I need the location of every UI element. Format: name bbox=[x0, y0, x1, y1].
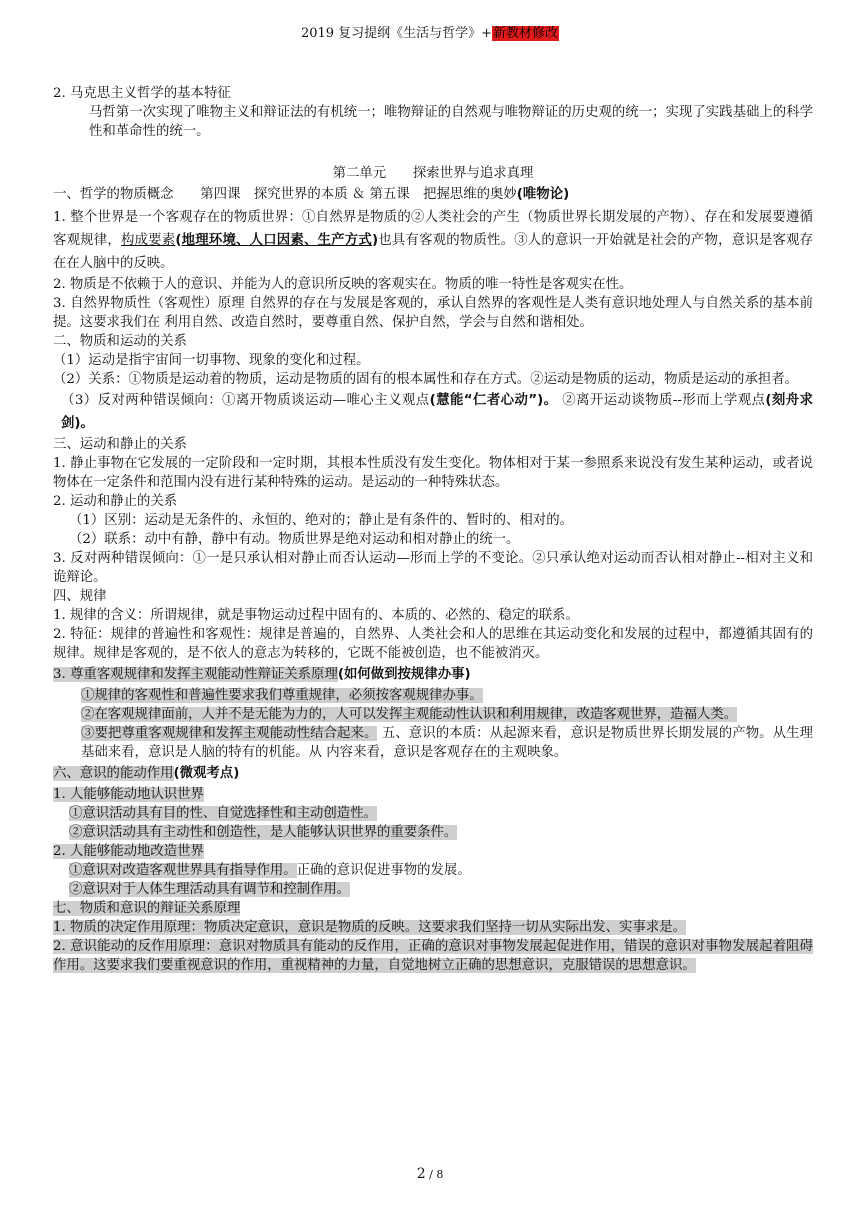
paragraph: 1. 整个世界是一个客观存在的物质世界：①自然界是物质的②人类社会的产生（物质世界长期发展的产物）、存在和发展要遵循客观规律，构成要素(地理环境、人口因素、生产方式)也具有客观的物质性。③人的意识一开始就是社会的产物，意识是客观存在在人脑中的反映。 bbox=[53, 210, 814, 271]
current-page: 2 bbox=[416, 1166, 426, 1182]
highlighted-text: ①意识对改造客观世界具有指导作用。 bbox=[69, 863, 297, 878]
section-heading-text: 一、哲学的物质概念 第四课 探究世界的本质 ＆ 第五课 把握思维的奥妙 bbox=[53, 187, 517, 202]
highlighted-text: 1. 物质的决定作用原理：物质决定意识，意识是物质的反映。这要求我们坚持一切从实际出发、实事求是。 bbox=[53, 920, 686, 935]
section-heading: 六、意识的能动作用(微观考点) bbox=[53, 766, 240, 781]
underlined-term: 地理环境、人口因素、生产方式 bbox=[181, 233, 372, 248]
section-heading: 三、运动和静止的关系 bbox=[53, 437, 187, 452]
highlighted-text: ③要把尊重客观规律和发挥主观能动性结合起来。 bbox=[81, 726, 378, 741]
section-heading: 二、物质和运动的关系 bbox=[53, 334, 187, 349]
highlighted-text: ②在客观规律面前，人并不是无能为力的，人可以发挥主观能动性认识和利用规律，改造客观世界，造福人类。 bbox=[81, 707, 738, 722]
paragraph bbox=[53, 686, 813, 705]
underlined-term: 构成要素 bbox=[120, 233, 176, 248]
highlighted-text: 六、意识的能动作用 bbox=[53, 766, 174, 781]
paragraph bbox=[53, 937, 813, 975]
section-heading-tag: (唯物论) bbox=[516, 187, 570, 202]
highlighted-text: 1. 人能够能动地认识世界 bbox=[53, 787, 204, 802]
paragraph bbox=[53, 705, 813, 724]
paragraph: （1）区别：运动是无条件的、永恒的、绝对的；静止是有条件的、暂时的、相对的。 bbox=[69, 513, 573, 528]
paragraph bbox=[53, 918, 813, 937]
highlighted-text: ②意识对于人体生理活动具有调节和控制作用。 bbox=[69, 882, 351, 897]
paragraph bbox=[53, 804, 813, 823]
document-body bbox=[53, 84, 813, 975]
paragraph bbox=[53, 880, 813, 899]
highlighted-text: 2. 意识能动的反作用原理：意识对物质具有能动的反作用，正确的意识对事物发展起促进作用，错误的意识对事物发展起着阻碍作用。这要求我们要重视意识的作用，重视精神的力量，自觉地树立正确的思想意识，克服错误的思想意识。 bbox=[53, 939, 813, 973]
paragraph: 2. 物质是不依赖于人的意识、并能为人的意识所反映的客观实在。物质的唯一特性是客观实在性。 bbox=[53, 277, 633, 292]
paragraph: 1. 规律的含义：所谓规律，就是事物运动过程中固有的、本质的、必然的、稳定的联系。 bbox=[53, 608, 579, 623]
paragraph: （3）反对两种错误倾向：①离开物质谈运动—唯心主义观点(慧能“仁者心动”)。 ②离开运动谈物质--形而上学观点(刻舟求剑)。 bbox=[61, 393, 813, 431]
paragraph: ③要把尊重客观规律和发挥主观能动性结合起来。 五、意识的本质：从起源来看，意识是物质世界长期发展的产物。从生理基础来看，意识是人脑的特有的机能。从 内容来看，意识是客观存在的主观映象。 bbox=[81, 726, 813, 760]
highlighted-text: ①意识活动具有目的性、自觉选择性和主动创造性。 bbox=[69, 806, 377, 821]
paragraph: 2. 特征：规律的普遍性和客观性：规律是普遍的，自然界、人类社会和人的思维在其运动变化和发展的过程中，都遵循其固有的规律。规律是客观的，是不依人的意志为转移的，它既不能被创造，也不能被消灭。 bbox=[53, 627, 813, 661]
highlighted-text: 3. 尊重客观规律和发挥主观能动性辩证关系原理 bbox=[53, 667, 338, 682]
header-highlight-mark: 新教材修改 bbox=[493, 26, 559, 41]
paragraph: （2）关系：①物质是运动着的物质，运动是物质的固有的根本属性和存在方式。②运动是物质的运动，物质是运动的承担者。 bbox=[53, 372, 798, 387]
unit-title: 第二单元 探索世界与追求真理 bbox=[332, 166, 534, 181]
paragraph bbox=[53, 785, 813, 804]
paragraph: ①意识对改造客观世界具有指导作用。正确的意识促进事物的发展。 bbox=[69, 863, 471, 878]
section-heading bbox=[53, 899, 813, 918]
paragraph: 马哲第一次实现了唯物主义和辩证法的有机统一；唯物辩证的自然观与唯物辩证的历史观的统一；实现了实践基础上的科学性和革命性的统一。 bbox=[89, 105, 813, 139]
section-heading: 四、规律 bbox=[53, 589, 107, 604]
paragraph: （2）联系：动中有静，静中有动。物质世界是绝对运动和相对静止的统一。 bbox=[69, 532, 520, 547]
total-pages: 8 bbox=[436, 1168, 444, 1181]
page-number bbox=[0, 1166, 860, 1182]
page-separator: / bbox=[425, 1168, 437, 1181]
paragraph: 3. 尊重客观规律和发挥主观能动性辩证关系原理(如何做到按规律办事) bbox=[53, 667, 471, 682]
highlighted-text: 2. 人能够能动地改造世界 bbox=[53, 844, 204, 859]
paragraph: 3. 反对两种错误倾向：①一是只承认相对静止而否认运动—形而上学的不变论。②只承认绝对运动而否认相对静止--相对主义和诡辩论。 bbox=[53, 551, 813, 585]
paragraph: 1. 静止事物在它发展的一定阶段和一定时期，其根本性质没有发生变化。物体相对于某一参照系来说没有发生某种运动，或者说物体在一定条件和范围内没有进行某种特殊的运动。是运动的一种特殊状态。 bbox=[53, 456, 813, 490]
page-header bbox=[0, 22, 860, 41]
highlighted-text: 七、物质和意识的辩证关系原理 bbox=[53, 901, 241, 916]
paragraph bbox=[53, 823, 813, 842]
section-heading: 2. 马克思主义哲学的基本特征 bbox=[53, 86, 231, 101]
paragraph: （1）运动是指宇宙间一切事物、现象的变化和过程。 bbox=[53, 353, 370, 368]
section-heading bbox=[53, 183, 813, 206]
highlighted-text: ②意识活动具有主动性和创造性，是人能够认识世界的重要条件。 bbox=[69, 825, 458, 840]
paragraph: 2. 运动和静止的关系 bbox=[53, 494, 178, 509]
header-title: 2019 复习提纲《生活与哲学》+ bbox=[300, 26, 493, 41]
highlighted-text: ①规律的客观性和普遍性要求我们尊重规律，必须按客观规律办事。 bbox=[81, 688, 483, 703]
paragraph bbox=[53, 842, 813, 861]
paragraph: 3. 自然界物质性（客观性）原理 自然界的存在与发展是客观的，承认自然界的客观性是人类有意识地处理人与自然关系的基本前提。这要求我们在 利用自然、改造自然时，要尊重自然、保护自然，学会与自然和谐相处。 bbox=[53, 296, 813, 330]
